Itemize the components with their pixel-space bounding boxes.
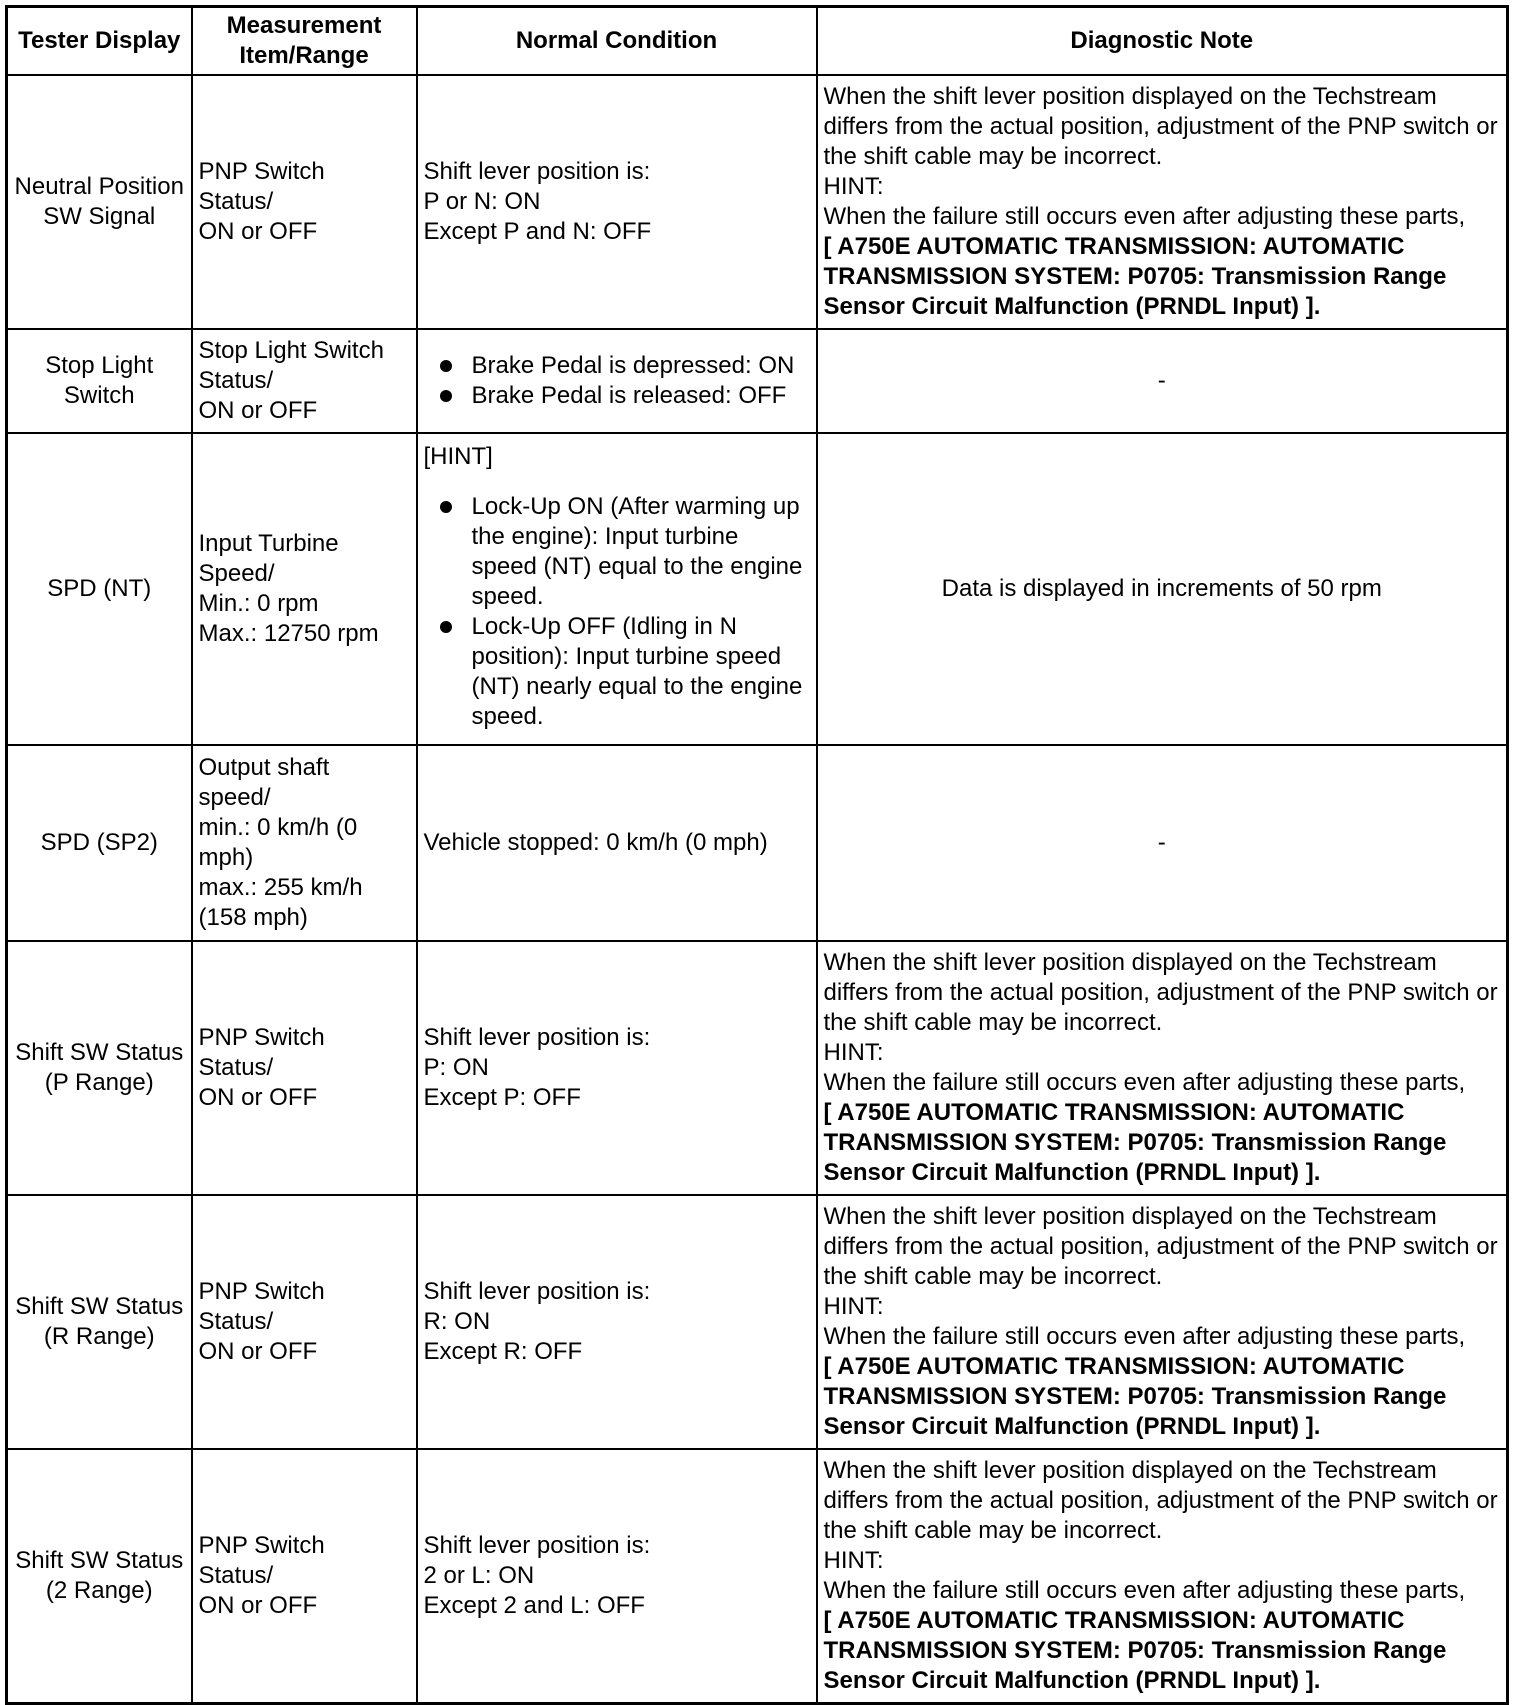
bullet-icon [440, 360, 452, 372]
measurement-line: (158 mph) [198, 904, 308, 931]
note-line: When the shift lever position displayed on the Techstream differs from the actual position, adjustment of the PNP switch or the shift cable may be incorrect. [823, 83, 1498, 170]
measurement-cell [192, 745, 417, 941]
header-normal-condition: Normal Condition [417, 7, 817, 76]
diagnostic-note-cell: Data is displayed in increments of 50 rpm [817, 433, 1508, 745]
normal-line: Shift lever position is: [423, 158, 651, 185]
bullet-icon [440, 390, 452, 402]
note-line: When the failure still occurs even after adjusting these parts, [823, 1323, 1466, 1350]
measurement-cell [192, 941, 417, 1195]
bullet-text: Brake Pedal is depressed: ON [471, 352, 795, 379]
measurement-line: speed/ [198, 784, 271, 811]
diagnostic-note-cell: - [817, 329, 1508, 433]
normal-line: P or N: ON [423, 188, 541, 215]
measurement-line: ON or OFF [198, 1084, 318, 1111]
diagnostic-note-cell [817, 1449, 1508, 1704]
table-row [7, 1449, 1508, 1704]
measurement-line: mph) [198, 844, 254, 871]
measurement-line: Status/ [198, 1054, 274, 1081]
measurement-line: Status/ [198, 188, 274, 215]
tester-display-cell: SPD (NT) [7, 433, 192, 745]
header-tester-display: Tester Display [7, 7, 192, 76]
note-hint-label: HINT: [823, 1039, 884, 1066]
diagnostic-note-cell [817, 75, 1508, 329]
normal-condition-cell [417, 941, 817, 1195]
bullet-item [472, 492, 810, 612]
reference-link[interactable]: [ A750E AUTOMATIC TRANSMISSION: AUTOMATIC TRANSMISSION SYSTEM: P0705: Transmission Range Sensor Circuit Malfunction (PRNDL Input) ]. [823, 1607, 1447, 1694]
bullet-icon [440, 621, 452, 633]
tester-display-cell: Stop Light Switch [7, 329, 192, 433]
measurement-line: min.: 0 km/h (0 [198, 814, 358, 841]
note-hint-label: HINT: [823, 1293, 884, 1320]
normal-line: Shift lever position is: [423, 1278, 651, 1305]
tester-display-cell: Neutral Position SW Signal [7, 75, 192, 329]
tester-display-cell: Shift SW Status (P Range) [7, 941, 192, 1195]
normal-line: Except 2 and L: OFF [423, 1592, 645, 1619]
table-row [7, 75, 1508, 329]
normal-condition-cell [417, 329, 817, 433]
note-line: When the failure still occurs even after adjusting these parts, [823, 203, 1466, 230]
note-line: When the shift lever position displayed on the Techstream differs from the actual position, adjustment of the PNP switch or the shift cable may be incorrect. [823, 949, 1498, 1036]
measurement-cell [192, 75, 417, 329]
normal-line: Except R: OFF [423, 1338, 583, 1365]
normal-line: Except P: OFF [423, 1084, 581, 1111]
measurement-cell [192, 433, 417, 745]
diagnostic-note-cell [817, 941, 1508, 1195]
note-hint-label: HINT: [823, 173, 884, 200]
measurement-line: Max.: 12750 rpm [198, 620, 379, 647]
measurement-cell [192, 329, 417, 433]
diagnostic-note-cell [817, 1195, 1508, 1449]
bullet-item [472, 381, 810, 411]
measurement-line: PNP Switch [198, 1532, 325, 1559]
normal-condition-cell: Vehicle stopped: 0 km/h (0 mph) [417, 745, 817, 941]
measurement-line: ON or OFF [198, 397, 318, 424]
measurement-line: Output shaft [198, 754, 330, 781]
bullet-list [424, 351, 810, 411]
measurement-line: Input Turbine [198, 530, 339, 557]
header-measurement: Measurement Item/Range [192, 7, 417, 76]
measurement-line: Status/ [198, 367, 274, 394]
normal-line: Shift lever position is: [423, 1532, 651, 1559]
normal-condition-cell [417, 75, 817, 329]
normal-condition-cell [417, 433, 817, 745]
measurement-line: ON or OFF [198, 1338, 318, 1365]
tester-display-cell: Shift SW Status (R Range) [7, 1195, 192, 1449]
bullet-icon [440, 501, 452, 513]
tester-display-cell: SPD (SP2) [7, 745, 192, 941]
data-list-table [5, 5, 1509, 1705]
normal-line: Shift lever position is: [423, 1024, 651, 1051]
header-row [7, 7, 1508, 76]
measurement-line: Speed/ [198, 560, 275, 587]
measurement-line: PNP Switch [198, 158, 325, 185]
measurement-cell [192, 1449, 417, 1704]
normal-line: Except P and N: OFF [423, 218, 652, 245]
bullet-list [424, 492, 810, 732]
bullet-text: Brake Pedal is released: OFF [471, 382, 787, 409]
normal-line: R: ON [423, 1308, 491, 1335]
bullet-text: Lock-Up ON (After warming up the engine): Input turbine speed (NT) equal to the engine speed. [471, 493, 803, 610]
measurement-line: max.: 255 km/h [198, 874, 363, 901]
diagnostic-note-cell: - [817, 745, 1508, 941]
measurement-line: ON or OFF [198, 218, 318, 245]
table-row [7, 1195, 1508, 1449]
table-row [7, 329, 1508, 433]
note-line: When the failure still occurs even after adjusting these parts, [823, 1577, 1466, 1604]
table-row [7, 745, 1508, 941]
measurement-line: Status/ [198, 1308, 274, 1335]
table-row [7, 433, 1508, 745]
note-line: When the shift lever position displayed on the Techstream differs from the actual position, adjustment of the PNP switch or the shift cable may be incorrect. [823, 1457, 1498, 1544]
measurement-line: PNP Switch [198, 1278, 325, 1305]
bullet-item [472, 351, 810, 381]
normal-line: 2 or L: ON [423, 1562, 535, 1589]
header-diagnostic-note: Diagnostic Note [817, 7, 1508, 76]
measurement-cell [192, 1195, 417, 1449]
note-hint-label: HINT: [823, 1547, 884, 1574]
data-list-table-container [5, 5, 1506, 1705]
normal-line: P: ON [423, 1054, 489, 1081]
bullet-item [472, 612, 810, 732]
normal-condition-cell [417, 1449, 817, 1704]
table-row [7, 941, 1508, 1195]
measurement-line: PNP Switch [198, 1024, 325, 1051]
measurement-line: ON or OFF [198, 1592, 318, 1619]
measurement-line: Status/ [198, 1562, 274, 1589]
measurement-line: Stop Light Switch [198, 337, 384, 364]
note-line: When the shift lever position displayed on the Techstream differs from the actual position, adjustment of the PNP switch or the shift cable may be incorrect. [823, 1203, 1498, 1290]
hint-label: [HINT] [423, 443, 493, 470]
measurement-line: Min.: 0 rpm [198, 590, 319, 617]
note-line: When the failure still occurs even after adjusting these parts, [823, 1069, 1466, 1096]
reference-link[interactable]: [ A750E AUTOMATIC TRANSMISSION: AUTOMATIC TRANSMISSION SYSTEM: P0705: Transmission Range Sensor Circuit Malfunction (PRNDL Input) ]. [823, 1099, 1447, 1186]
reference-link[interactable]: [ A750E AUTOMATIC TRANSMISSION: AUTOMATIC TRANSMISSION SYSTEM: P0705: Transmission Range Sensor Circuit Malfunction (PRNDL Input) ]. [823, 1353, 1447, 1440]
reference-link[interactable]: [ A750E AUTOMATIC TRANSMISSION: AUTOMATIC TRANSMISSION SYSTEM: P0705: Transmission Range Sensor Circuit Malfunction (PRNDL Input) ]. [823, 233, 1447, 320]
normal-condition-cell [417, 1195, 817, 1449]
bullet-text: Lock-Up OFF (Idling in N position): Input turbine speed (NT) nearly equal to the engine speed. [471, 613, 803, 730]
tester-display-cell: Shift SW Status (2 Range) [7, 1449, 192, 1704]
